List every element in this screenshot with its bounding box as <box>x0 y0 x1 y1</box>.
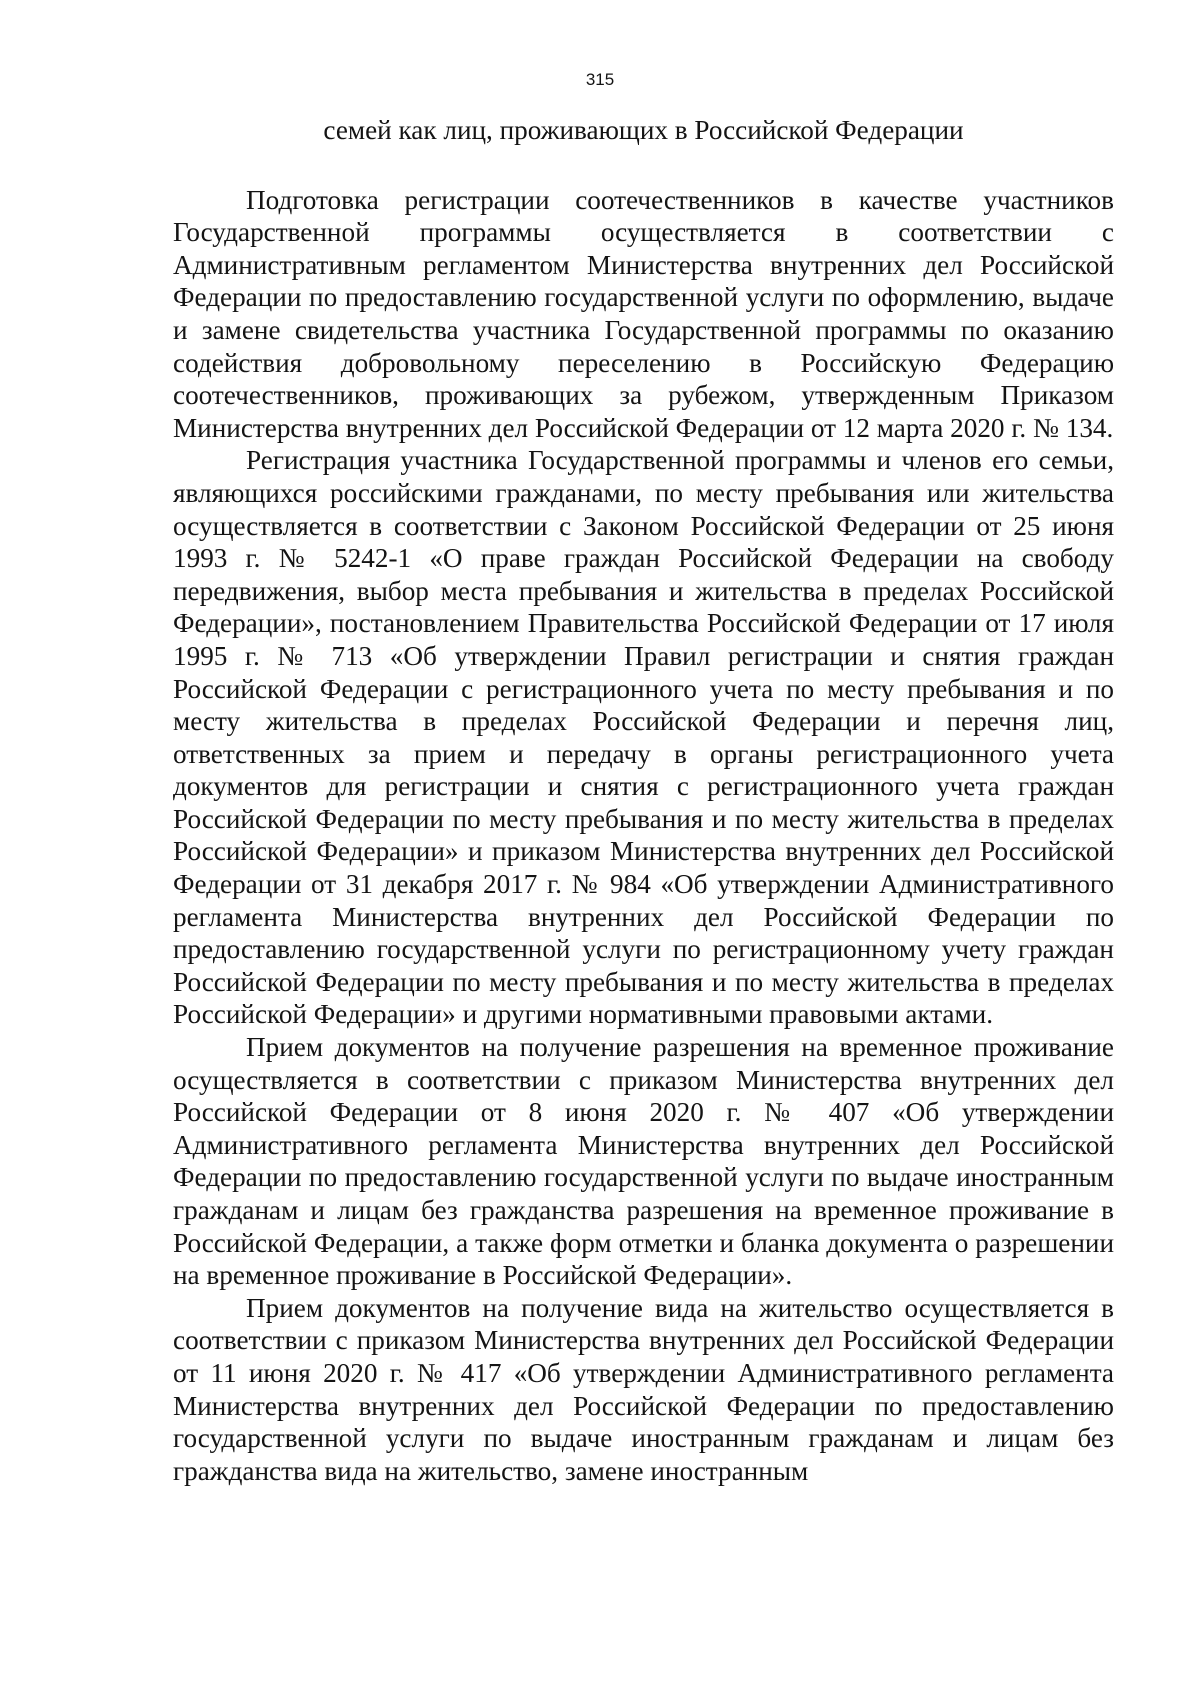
page-number: 315 <box>585 70 615 89</box>
paragraph-temporary-residence-permit: Прием документов на получение разрешения на временное проживание осуществляется в соответствии с приказом Министерства внутренних дел Российской Федерации от 8 июня 2020 г. № 407 «Об утверждении Административного регламента Министерства внутренних дел Российской Федерации по предоставлению государственной услуги по выдаче иностранным гражданам и лицам без гражданства разрешения на временное проживание в Российской Федерации, а также форм отметки и бланка документа о разрешении на временное проживание в Российской Федерации». <box>173 1032 1114 1291</box>
paragraph-residence-permit: Прием документов на получение вида на жительство осуществляется в соответствии с приказом Министерства внутренних дел Российской Федерации от 11 июня 2020 г. № 417 «Об утверждении Административного регламента Министерства внутренних дел Российской Федерации по предоставлению государственной услуги по выдаче иностранным гражданам и лицам без гражданства вида на жительство, замене иностранным <box>173 1292 1114 1486</box>
section-heading-continuation: семей как лиц, проживающих в Российской Федерации <box>323 115 964 145</box>
paragraph-registration-preparation: Подготовка регистрации соотечественников в качестве участников Государственной программы осуществляется в соответствии с Административным регламентом Министерства внутренних дел Российской Федерации по предоставлению государственной услуги по оформлению, выдаче и замене свидетельства участника Государственной программы по оказанию содействия добровольному переселению в Российскую Федерацию соотечественников, проживающих за рубежом, утвержденным Приказом Министерства внутренних дел Российской Федерации от 12 марта 2020 г. № 134. <box>173 184 1114 443</box>
document-body <box>173 114 1114 1487</box>
paragraph-residence-registration: Регистрация участника Государственной программы и членов его семьи, являющихся российскими гражданами, по месту пребывания или жительства осуществляется в соответствии с Законом Российской Федерации от 25 июня 1993 г. № 5242-1 «О праве граждан Российской Федерации на свободу передвижения, выбор места пребывания и жительства в пределах Российской Федерации», постановлением Правительства Российской Федерации от 17 июля 1995 г. № 713 «Об утверждении Правил регистрации и снятия граждан Российской Федерации с регистрационного учета по месту пребывания и по месту жительства в пределах Российской Федерации и перечня лиц, ответственных за прием и передачу в органы регистрационного учета документов для регистрации и снятия с регистрационного учета граждан Российской Федерации по месту пребывания и по месту жительства в пределах Российской Федерации» и приказом Министерства внутренних дел Российской Федерации от 31 декабря 2017 г. № 984 «Об утверждении Административного регламента Министерства внутренних дел Российской Федерации по предоставлению государственной услуги по регистрационному учету граждан Российской Федерации по месту пребывания и по месту жительства в пределах Российской Федерации» и другими нормативными правовыми актами. <box>173 445 1114 1030</box>
